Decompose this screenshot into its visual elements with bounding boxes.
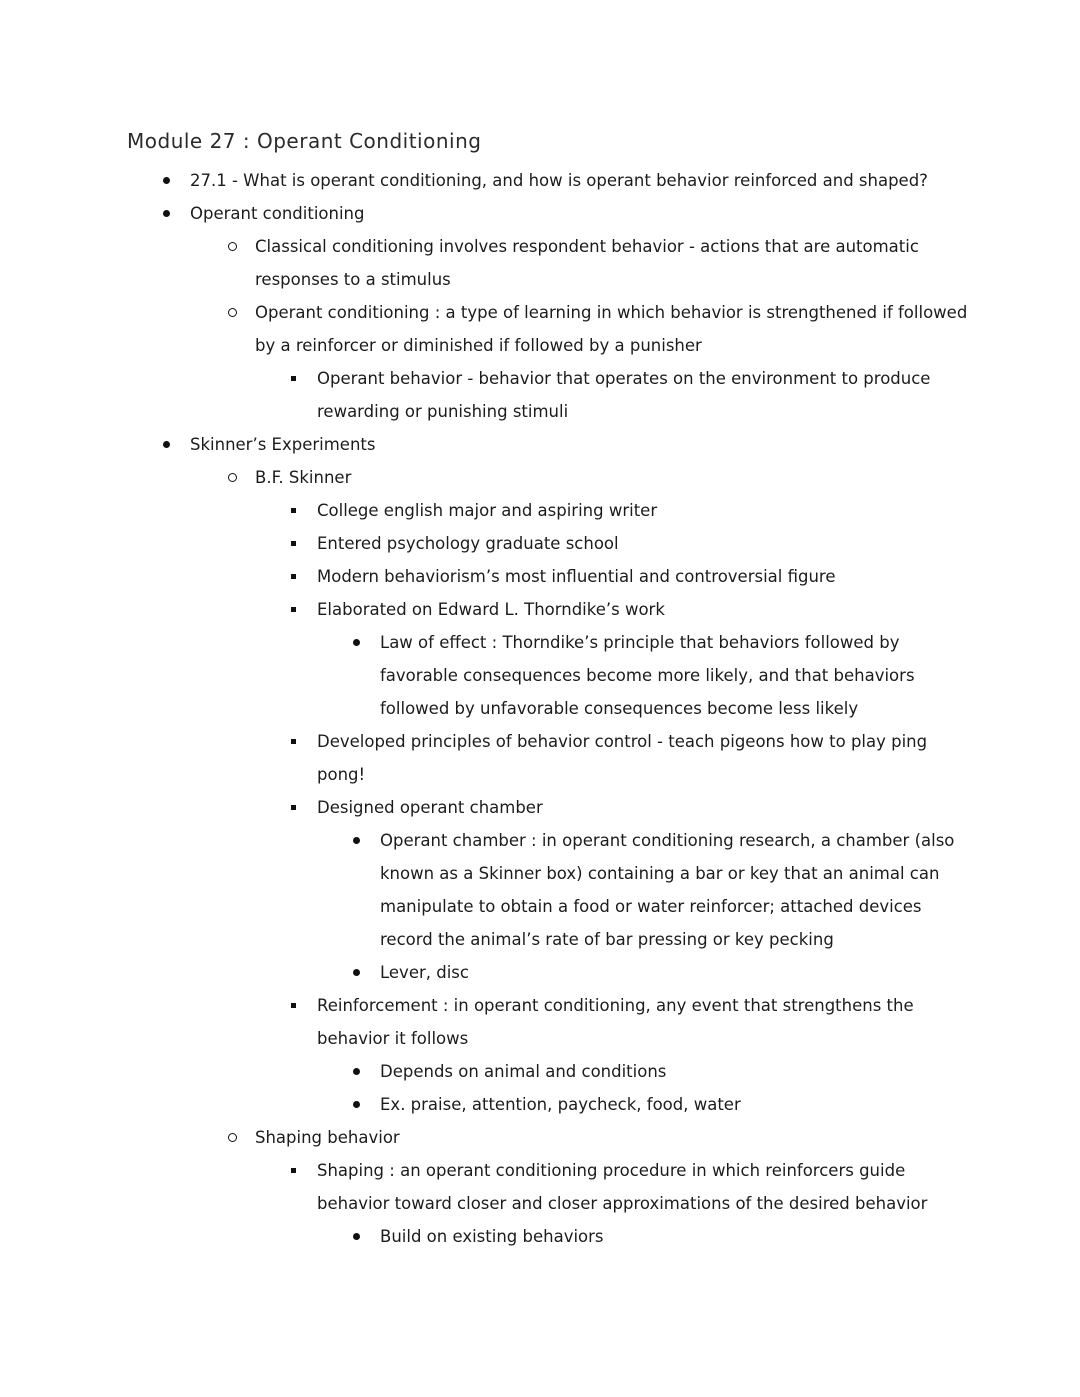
list-item xyxy=(127,428,972,461)
list-item xyxy=(127,527,972,560)
list-item-text: Skinner’s Experiments xyxy=(190,435,376,454)
list-item xyxy=(127,1121,972,1154)
list-item-text: College english major and aspiring writer xyxy=(317,501,658,520)
list-item xyxy=(127,461,972,494)
disc-bullet-icon xyxy=(353,969,360,976)
square-bullet-icon xyxy=(291,1168,296,1173)
list-item-text: Modern behaviorism’s most influential and controversial figure xyxy=(317,567,836,586)
list-item xyxy=(127,956,972,989)
list-item-text: 27.1 - What is operant conditioning, and how is operant behavior reinforced and shaped? xyxy=(190,171,928,190)
square-bullet-icon xyxy=(291,376,296,381)
list-item xyxy=(127,494,972,527)
list-item xyxy=(127,230,972,296)
list-item xyxy=(127,824,972,956)
list-item-text: Reinforcement : in operant conditioning, any event that strengthens the behavior it follows xyxy=(317,996,914,1048)
disc-bullet-icon xyxy=(353,1101,360,1108)
square-bullet-icon xyxy=(291,541,296,546)
disc-bullet-icon xyxy=(163,441,170,448)
list-item-text: Classical conditioning involves respondent behavior - actions that are automatic responses to a stimulus xyxy=(255,237,919,289)
list-item xyxy=(127,560,972,593)
list-item-text: B.F. Skinner xyxy=(255,468,352,487)
disc-bullet-icon xyxy=(353,837,360,844)
circle-bullet-icon xyxy=(228,1133,237,1142)
list-item xyxy=(127,593,972,626)
list-item-text: Designed operant chamber xyxy=(317,798,543,817)
list-item-text: Law of effect : Thorndike’s principle that behaviors followed by favorable consequences become more likely, and that behaviors followed by unfavorable consequences become less likely xyxy=(380,633,915,718)
disc-bullet-icon xyxy=(163,177,170,184)
list-item xyxy=(127,1154,972,1220)
list-item-text: Operant conditioning xyxy=(190,204,365,223)
list-item xyxy=(127,725,972,791)
list-item-text: Entered psychology graduate school xyxy=(317,534,619,553)
list-item-text: Shaping : an operant conditioning procedure in which reinforcers guide behavior toward closer and closer approximations of the desired behavior xyxy=(317,1161,928,1213)
list-item xyxy=(127,989,972,1055)
list-item-text: Developed principles of behavior control - teach pigeons how to play ping pong! xyxy=(317,732,928,784)
list-item xyxy=(127,791,972,824)
list-item-text: Ex. praise, attention, paycheck, food, water xyxy=(380,1095,741,1114)
outline-list xyxy=(127,164,972,1253)
list-item-text: Shaping behavior xyxy=(255,1128,400,1147)
circle-bullet-icon xyxy=(228,308,237,317)
disc-bullet-icon xyxy=(163,210,170,217)
list-item xyxy=(127,197,972,230)
list-item xyxy=(127,164,972,197)
list-item xyxy=(127,1220,972,1253)
page-title: Module 27 : Operant Conditioning xyxy=(127,129,482,153)
list-item-text: Elaborated on Edward L. Thorndike’s work xyxy=(317,600,665,619)
square-bullet-icon xyxy=(291,805,296,810)
square-bullet-icon xyxy=(291,739,296,744)
list-item xyxy=(127,296,972,362)
square-bullet-icon xyxy=(291,1003,296,1008)
circle-bullet-icon xyxy=(228,242,237,251)
list-item-text: Operant conditioning : a type of learning in which behavior is strengthened if followed by a reinforcer or diminished if followed by a punisher xyxy=(255,303,968,355)
disc-bullet-icon xyxy=(353,639,360,646)
notes-page xyxy=(127,128,972,1253)
square-bullet-icon xyxy=(291,607,296,612)
list-item-text: Operant behavior - behavior that operates on the environment to produce rewarding or punishing stimuli xyxy=(317,369,931,421)
disc-bullet-icon xyxy=(353,1233,360,1240)
list-item-text: Lever, disc xyxy=(380,963,469,982)
list-item xyxy=(127,1055,972,1088)
list-item-text: Depends on animal and conditions xyxy=(380,1062,667,1081)
square-bullet-icon xyxy=(291,508,296,513)
square-bullet-icon xyxy=(291,574,296,579)
circle-bullet-icon xyxy=(228,473,237,482)
disc-bullet-icon xyxy=(353,1068,360,1075)
list-item xyxy=(127,626,972,725)
list-item-text: Operant chamber : in operant conditioning research, a chamber (also known as a Skinner box) containing a bar or key that an animal can manipulate to obtain a food or water reinforcer; attached devices record the animal’s rate of bar pressing or key pecking xyxy=(380,831,955,949)
list-item xyxy=(127,1088,972,1121)
list-item xyxy=(127,362,972,428)
list-item-text: Build on existing behaviors xyxy=(380,1227,604,1246)
